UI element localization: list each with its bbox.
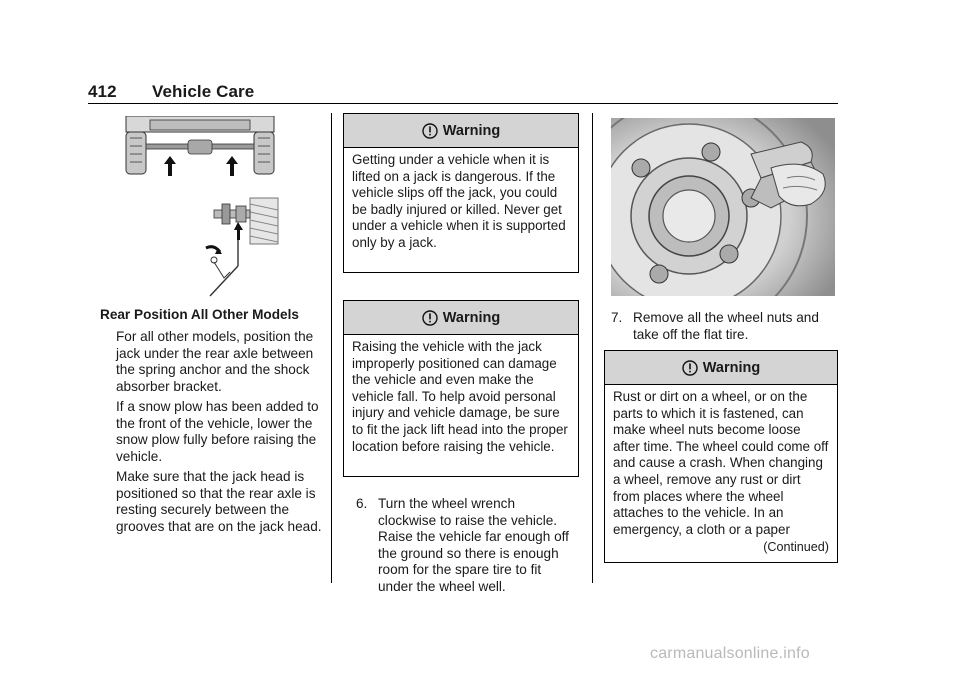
illustration-caption: Rear Position All Other Models: [100, 307, 299, 322]
warning-text: Rust or dirt on a wheel, or on the parts to which it is fastened, can make wheel nuts become loose after time. The wheel could come off and cause a crash. When changing a wheel, remove any rust or dirt from places where the wheel attaches to the vehicle. In an emergency, a cloth or a paper: [613, 389, 829, 537]
warning-title: Warning: [702, 359, 761, 376]
paragraph: Make sure that the jack head is positioned so that the rear axle is resting securely between the grooves that are on the jack head.: [116, 469, 322, 534]
warning-box: [343, 300, 579, 477]
paragraph: If a snow plow has been added to the front of the vehicle, lower the snow plow fully before raising the vehicle.: [116, 399, 319, 464]
step-6: [356, 496, 580, 596]
step-number: 7.: [611, 310, 623, 325]
warning-header: [344, 114, 578, 148]
section-title: Vehicle Care: [152, 82, 255, 101]
step-text: Turn the wheel wrench clockwise to raise the vehicle. Raise the vehicle far enough off the ground so there is enough room for the spare tire to fit under the wheel well.: [378, 496, 569, 594]
continued-label: (Continued): [763, 540, 829, 555]
warning-icon: [422, 123, 438, 139]
warning-box: [343, 113, 579, 273]
rear-axle-jack-points-illustration: [120, 116, 280, 178]
warning-title: Warning: [442, 309, 501, 326]
wheel-nut-removal-illustration: [611, 118, 835, 296]
warning-header: [344, 301, 578, 335]
paragraph: For all other models, position the jack under the rear axle between the spring anchor and the shock absorber bracket.: [116, 329, 314, 394]
step-text: Remove all the wheel nuts and take off the flat tire.: [633, 310, 819, 342]
column-divider-right: [592, 113, 593, 583]
warning-icon: [422, 310, 438, 326]
watermark: carmanualsonline.info: [650, 645, 810, 662]
warning-text: Raising the vehicle with the jack improperly positioned can damage the vehicle and even make the vehicle fall. To help avoid personal injury and vehicle damage, be sure to fit the jack lift head into the proper location before raising the vehicle.: [352, 339, 568, 454]
jack-position-detail-illustration: [200, 196, 282, 300]
warning-title: Warning: [442, 122, 501, 139]
warning-text: Getting under a vehicle when it is lifted on a jack is dangerous. If the vehicle slips off the jack, you could be badly injured or killed. Never get under a vehicle when it is supported only by a jack.: [352, 152, 566, 250]
column-divider-left: [331, 113, 332, 583]
step-number: 6.: [356, 496, 368, 511]
page-header: [88, 82, 254, 102]
page-number: 412: [88, 82, 117, 101]
header-rule: [88, 103, 838, 104]
warning-box: [604, 350, 838, 563]
step-7: [611, 310, 837, 343]
warning-header: [605, 351, 837, 385]
warning-icon: [682, 360, 698, 376]
